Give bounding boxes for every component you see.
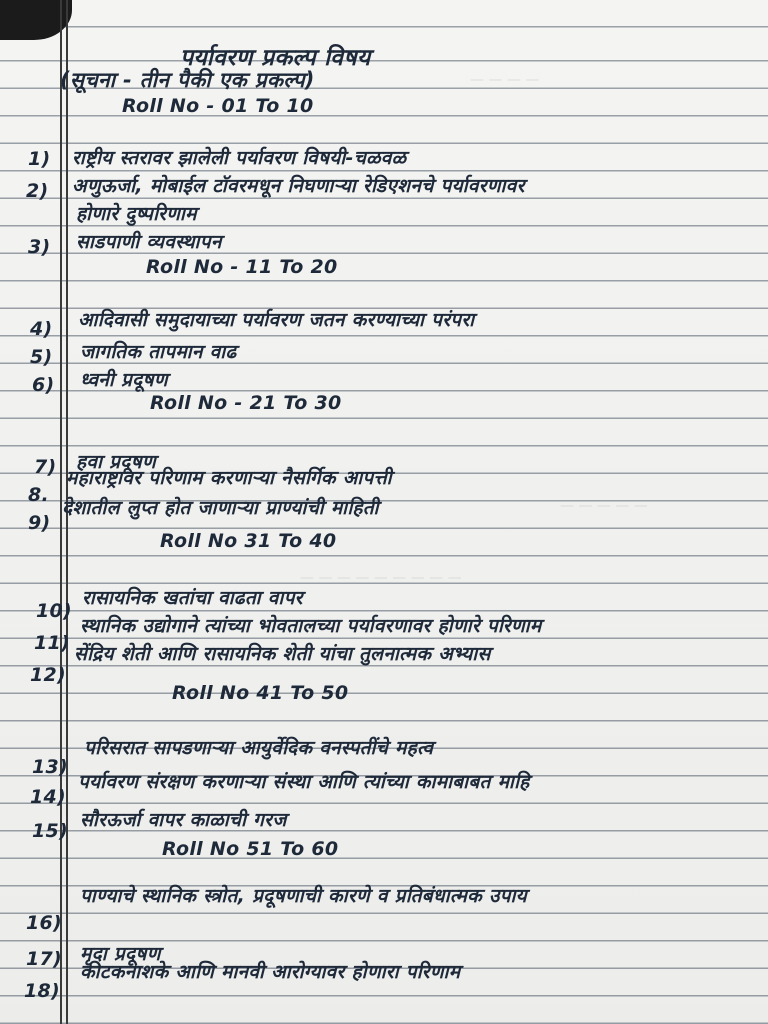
list-item: पर्यावरण संरक्षण करणाऱ्या संस्था आणि त्यांच्या कामाबाबत माहि <box>78 771 530 793</box>
list-item: राष्ट्रीय स्तरावर झालेली पर्यावरण विषयी-चळवळ <box>72 147 407 169</box>
bleed-through-mark: — — — — <box>470 72 540 88</box>
item-number: 15) <box>32 820 69 842</box>
bleed-through-mark: — — — — — <box>560 498 648 514</box>
list-item: साडपाणी व्यवस्थापन <box>76 231 222 253</box>
item-number: 1) <box>28 148 51 170</box>
item-number: 17) <box>26 948 63 970</box>
item-number: 4) <box>30 318 53 340</box>
bleed-through-mark: — — — — — — — — — <box>300 570 462 586</box>
item-number: 3) <box>28 236 51 258</box>
item-number: 9) <box>28 512 51 534</box>
item-number: 14) <box>30 786 67 808</box>
list-item: ध्वनी प्रदूषण <box>80 369 168 391</box>
item-number: 18) <box>24 980 61 1002</box>
list-item: मृदा प्रदूषण <box>80 943 161 965</box>
page-title: पर्यावरण प्रकल्प विषय <box>180 45 371 71</box>
list-item: जागतिक तापमान वाढ <box>80 341 237 363</box>
item-number: 2) <box>26 180 49 202</box>
item-number: 7) <box>34 456 57 478</box>
roll-range: Roll No 41 To 50 <box>172 682 349 704</box>
list-item: देशातील लुप्त होत जाणाऱ्या प्राण्यांची माहिती <box>62 497 379 519</box>
list-item: सौरऊर्जा वापर काळाची गरज <box>80 809 287 831</box>
list-item: सेंद्रिय शेती आणि रासायनिक शेती यांचा तुलनात्मक अभ्यास <box>74 643 491 665</box>
item-number: 6) <box>32 374 55 396</box>
instruction-note: (सूचना - तीन पैकी एक प्रकल्प) <box>60 68 315 92</box>
roll-range: Roll No - 21 To 30 <box>150 392 342 414</box>
list-item: स्थानिक उद्योगाने त्यांच्या भोवतालच्या पर्यावरणावर होणारे परिणाम <box>80 615 542 637</box>
list-item: आदिवासी समुदायाच्या पर्यावरण जतन करण्याच्या परंपरा <box>78 309 475 331</box>
item-number: 13) <box>32 756 69 778</box>
roll-range: Roll No - 01 To 10 <box>122 95 314 117</box>
item-number: 11) <box>34 632 71 654</box>
list-item: पाण्याचे स्थानिक स्त्रोत, प्रदूषणाची कारणे व प्रतिबंधात्मक उपाय <box>80 885 527 907</box>
list-item: कीटकनाशके आणि मानवी आरोग्यावर होणारा परिणाम <box>80 961 461 983</box>
list-item: परिसरात सापडणाऱ्या आयुर्वेदिक वनस्पतींचे महत्व <box>84 737 434 759</box>
item-number: 5) <box>30 346 53 368</box>
item-number: 8. <box>28 484 50 506</box>
roll-range: Roll No 31 To 40 <box>160 530 337 552</box>
list-item: अणुऊर्जा, मोबाईल टॉवरमधून निघणाऱ्या रेडिएशनचे पर्यावरणावर <box>72 175 525 197</box>
roll-range: Roll No 51 To 60 <box>162 838 339 860</box>
item-number: 10) <box>36 600 73 622</box>
roll-range: Roll No - 11 To 20 <box>146 256 338 278</box>
list-item: रासायनिक खतांचा वाढता वापर <box>82 587 303 609</box>
item-number: 12) <box>30 664 67 686</box>
list-item: हवा प्रदूषण <box>76 451 156 473</box>
item-number: 16) <box>26 912 63 934</box>
list-item: होणारे दुष्परिणाम <box>76 203 197 225</box>
list-item: महाराष्ट्रावर परिणाम करणाऱ्या नैसर्गिक आपत्ती <box>66 467 392 489</box>
